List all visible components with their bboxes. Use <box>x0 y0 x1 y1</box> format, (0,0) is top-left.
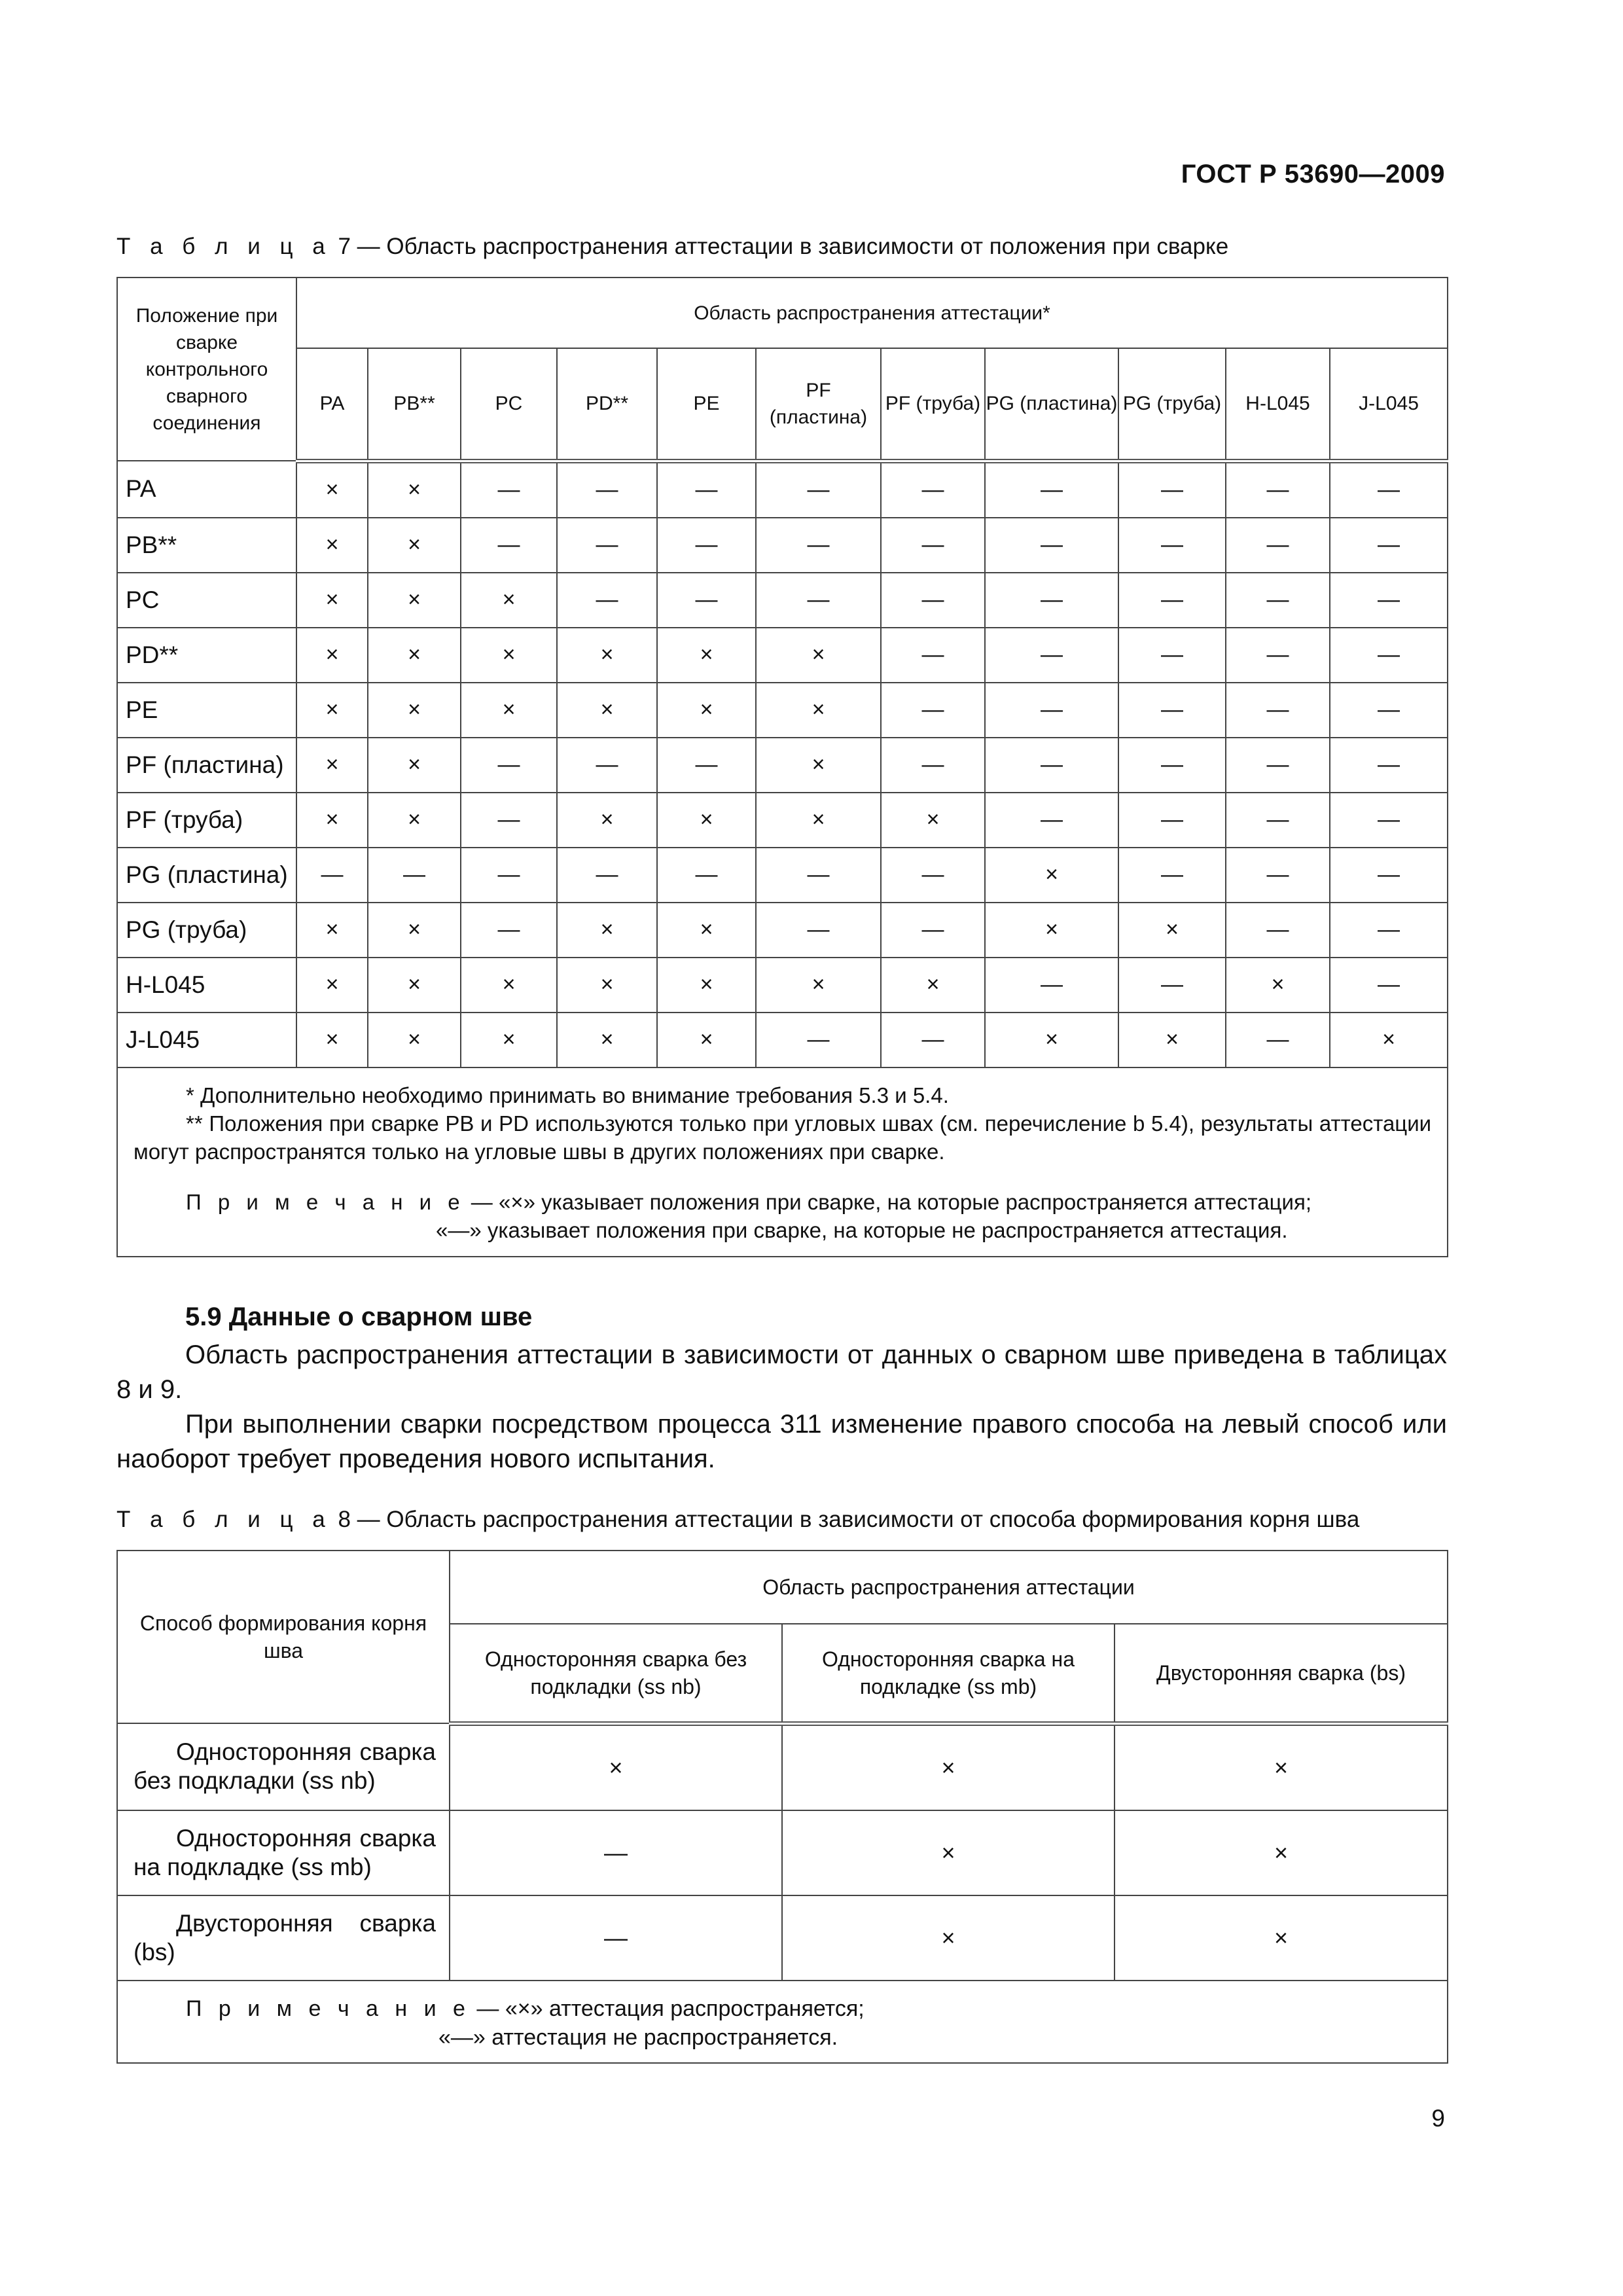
table7-cell: — <box>1330 848 1448 903</box>
table7-cell: — <box>756 1013 881 1067</box>
table7-cell: — <box>1226 1013 1330 1067</box>
table7-cell: × <box>368 793 461 848</box>
table7-cell: — <box>985 628 1118 683</box>
table8-note-label: П р и м е ч а н и е <box>186 1996 471 2021</box>
table7-row-label: PF (пластина) <box>117 738 296 793</box>
table8-note-line1: — «×» аттестация распространяется; <box>476 1996 865 2021</box>
table7-cell: × <box>557 628 657 683</box>
table7-cell: × <box>657 628 756 683</box>
table7-cell: × <box>296 738 368 793</box>
table7-cell: × <box>881 958 985 1013</box>
section-paragraph-1: Область распространения аттестации в зависимости от данных о сварном шве приведена в таблицах 8 и 9. <box>116 1340 1447 1404</box>
table7-row <box>117 903 1448 958</box>
table7-cell: × <box>756 738 881 793</box>
table7-cell: × <box>657 793 756 848</box>
table7-cell: — <box>1118 958 1226 1013</box>
table7-cell: — <box>1330 628 1448 683</box>
table8-note-line2: «—» аттестация не распространяется. <box>438 2024 838 2050</box>
table7-cell: — <box>1226 848 1330 903</box>
table7-cell: × <box>461 573 557 628</box>
table7-column-header: PF (труба) <box>881 348 985 461</box>
section-title: 5.9 Данные о сварном шве <box>185 1302 533 1331</box>
table8-row <box>117 1895 1448 1981</box>
table7-cell: — <box>1226 628 1330 683</box>
table8-cell: × <box>1115 1895 1448 1981</box>
table7-cell: × <box>557 683 657 738</box>
table7-row-header: Положение при сварке контрольного сварного соединения <box>117 278 296 461</box>
table7-cell: × <box>557 793 657 848</box>
table7-cell: — <box>1118 628 1226 683</box>
table7-cell: × <box>557 1013 657 1067</box>
table7-row-label: PG (пластина) <box>117 848 296 903</box>
table8-row-label <box>117 1810 450 1895</box>
table7-cell: — <box>1118 518 1226 573</box>
table7-cell: × <box>1118 1013 1226 1067</box>
table7-row <box>117 793 1448 848</box>
table7-cell: — <box>557 518 657 573</box>
table7-cell: — <box>756 903 881 958</box>
table7-note-line2: «—» указывает положения при сварке, на которые не распространяется аттестация. <box>436 1217 1288 1242</box>
table7-cell: — <box>1118 683 1226 738</box>
table8-caption <box>116 1507 1359 1533</box>
table8-column-header: Односторонняя сварка без подкладки (ss nb) <box>450 1624 782 1723</box>
table7-cell: — <box>368 848 461 903</box>
table7-cell: × <box>461 683 557 738</box>
table7-cell: × <box>461 628 557 683</box>
table7-cell: × <box>657 1013 756 1067</box>
table7-cell: × <box>557 903 657 958</box>
table7-cell: — <box>756 848 881 903</box>
table7-cell: × <box>1118 903 1226 958</box>
table7-cell: — <box>1330 518 1448 573</box>
table7-cell: × <box>296 518 368 573</box>
table7-cell: — <box>756 461 881 518</box>
table7-row-label: PF (труба) <box>117 793 296 848</box>
table7-cell: — <box>1330 738 1448 793</box>
table7-cell: — <box>881 518 985 573</box>
table7-cell: — <box>1226 903 1330 958</box>
table7-cell: × <box>296 903 368 958</box>
table7-row <box>117 461 1448 518</box>
table7-column-header: PF (пластина) <box>756 348 881 461</box>
table8-caption-text: 8 — Область распространения аттестации в зависимости от способа формирования корня шва <box>338 1507 1360 1532</box>
table7-cell: — <box>1330 461 1448 518</box>
table7-cell: — <box>881 461 985 518</box>
table8-row-header: Способ формирования корня шва <box>117 1551 450 1723</box>
table7-cell: — <box>1226 518 1330 573</box>
table7-cell: — <box>461 461 557 518</box>
table7-cell: — <box>1118 461 1226 518</box>
table7-cell: × <box>1330 1013 1448 1067</box>
table7-caption <box>116 234 1228 260</box>
table8-cell: × <box>782 1723 1115 1810</box>
section-paragraph-2: При выполнении сварки посредством процесса 311 изменение правого способа на левый способ или наоборот требует проведения нового испытания. <box>116 1410 1447 1473</box>
table7-caption-prefix: Т а б л и ц а <box>116 234 332 259</box>
table7-column-header: PG (пластина) <box>985 348 1118 461</box>
table7-cell: — <box>657 518 756 573</box>
table7-row-label: J-L045 <box>117 1013 296 1067</box>
table7-column-header: PB** <box>368 348 461 461</box>
table7-cell: — <box>557 738 657 793</box>
table7-cell: × <box>368 738 461 793</box>
table7-cell: — <box>1330 793 1448 848</box>
table7-row <box>117 738 1448 793</box>
table8-cell: — <box>450 1810 782 1895</box>
table7-column-header: PC <box>461 348 557 461</box>
table7-cell: — <box>1226 461 1330 518</box>
table7-cell: × <box>368 461 461 518</box>
table7-cell: — <box>985 573 1118 628</box>
table7-footnotes <box>117 1067 1448 1257</box>
table8-row-label-text: Односторонняя сварка на подкладке (ss mb) <box>134 1824 436 1880</box>
table8-row <box>117 1723 1448 1810</box>
table7-row <box>117 573 1448 628</box>
table7-cell: — <box>1118 573 1226 628</box>
table7-cell: — <box>296 848 368 903</box>
table7-cell: × <box>1226 958 1330 1013</box>
table8-cell: × <box>782 1895 1115 1981</box>
table7-cell: — <box>1118 793 1226 848</box>
table7 <box>116 277 1448 1257</box>
table7-cell: — <box>557 848 657 903</box>
table7-cell: — <box>461 738 557 793</box>
table7-cell: × <box>296 958 368 1013</box>
table7-cell: — <box>461 903 557 958</box>
table7-group-header: Область распространения аттестации* <box>296 278 1448 348</box>
table7-cell: — <box>1226 573 1330 628</box>
table7-cell: × <box>657 958 756 1013</box>
table7-cell: — <box>985 793 1118 848</box>
table7-cell: — <box>985 461 1118 518</box>
table7-cell: × <box>368 573 461 628</box>
table7-footnote-1: * Дополнительно необходимо принимать во внимание требования 5.3 и 5.4. <box>186 1083 949 1107</box>
table7-cell: × <box>368 903 461 958</box>
table7-row-label: H-L045 <box>117 958 296 1013</box>
table7-cell: — <box>1226 738 1330 793</box>
table7-cell: × <box>756 628 881 683</box>
table7-cell: — <box>1226 793 1330 848</box>
table7-cell: × <box>557 958 657 1013</box>
table7-cell: × <box>296 461 368 518</box>
table7-cell: — <box>1118 848 1226 903</box>
table7-cell: — <box>1118 738 1226 793</box>
document-code: ГОСТ Р 53690—2009 <box>1181 160 1445 188</box>
table7-row-label: PG (труба) <box>117 903 296 958</box>
table7-cell: — <box>881 683 985 738</box>
table8-column-header: Двусторонняя сварка (bs) <box>1115 1624 1448 1723</box>
table7-cell: — <box>1226 683 1330 738</box>
table8-column-header: Односторонняя сварка на подкладке (ss mb) <box>782 1624 1115 1723</box>
table7-cell: × <box>296 793 368 848</box>
table7-caption-text: 7 — Область распространения аттестации в зависимости от положения при сварке <box>338 234 1229 259</box>
table7-cell: × <box>985 903 1118 958</box>
table7-cell: × <box>296 1013 368 1067</box>
table7-cell: — <box>461 848 557 903</box>
table8-row-label <box>117 1723 450 1810</box>
table7-cell: — <box>657 573 756 628</box>
table7-cell: × <box>756 793 881 848</box>
table7-row <box>117 1013 1448 1067</box>
table7-column-header: PE <box>657 348 756 461</box>
table7-cell: — <box>1330 958 1448 1013</box>
table7-cell: × <box>368 683 461 738</box>
table7-row-label: PD** <box>117 628 296 683</box>
table7-column-header: H-L045 <box>1226 348 1330 461</box>
table7-cell: × <box>368 958 461 1013</box>
table7-cell: × <box>657 683 756 738</box>
table7-cell: — <box>1330 903 1448 958</box>
table7-note-line1: — «×» указывает положения при сварке, на которые распространяется аттестация; <box>471 1189 1311 1214</box>
table8-row-label-text: Односторонняя сварка без подкладки (ss nb) <box>134 1738 436 1795</box>
table7-cell: × <box>296 573 368 628</box>
table7-note-label: П р и м е ч а н и е <box>186 1189 465 1214</box>
table8-cell: × <box>450 1723 782 1810</box>
table7-cell: — <box>985 738 1118 793</box>
table7-cell: — <box>557 573 657 628</box>
table7-cell: — <box>1330 573 1448 628</box>
table7-cell: × <box>296 628 368 683</box>
table7-cell: × <box>985 848 1118 903</box>
table7-footnote-2: ** Положения при сварке PB и PD используются только при угловых швах (см. перечисление b 5.4), результаты аттестации могут распространятся только на угловые швы в других положениях при сварке. <box>134 1111 1432 1164</box>
table7-cell: — <box>657 461 756 518</box>
table7-cell: × <box>461 1013 557 1067</box>
table8-cell: × <box>1115 1723 1448 1810</box>
table7-cell: × <box>756 958 881 1013</box>
table7-note <box>134 1188 1431 1216</box>
table7-column-header: PD** <box>557 348 657 461</box>
table8-notes <box>117 1981 1448 2063</box>
table7-cell: × <box>368 628 461 683</box>
table7-cell: — <box>756 573 881 628</box>
table7-row <box>117 628 1448 683</box>
table8-group-header: Область распространения аттестации <box>450 1551 1448 1624</box>
table7-row-label: PE <box>117 683 296 738</box>
table7-cell: — <box>881 848 985 903</box>
table7-cell: × <box>657 903 756 958</box>
table7-row <box>117 683 1448 738</box>
table7-cell: × <box>985 1013 1118 1067</box>
table8-row-label-text: Двусторонняя сварка (bs) <box>134 1909 436 1965</box>
table7-column-header: PA <box>296 348 368 461</box>
table8-cell: — <box>450 1895 782 1981</box>
table7-cell: × <box>368 518 461 573</box>
table7-cell: × <box>461 958 557 1013</box>
table7-cell: — <box>881 738 985 793</box>
table8-cell: × <box>782 1810 1115 1895</box>
table7-cell: × <box>296 683 368 738</box>
table7-row <box>117 958 1448 1013</box>
table8-row <box>117 1810 1448 1895</box>
table7-cell: — <box>881 628 985 683</box>
table7-row <box>117 518 1448 573</box>
table7-cell: — <box>461 793 557 848</box>
table7-cell: × <box>756 683 881 738</box>
table7-column-header: J-L045 <box>1330 348 1448 461</box>
table7-cell: — <box>1330 683 1448 738</box>
table7-cell: — <box>756 518 881 573</box>
table7-cell: — <box>461 518 557 573</box>
table7-cell: — <box>881 1013 985 1067</box>
table7-cell: × <box>881 793 985 848</box>
table7-cell: — <box>657 738 756 793</box>
table8 <box>116 1550 1448 2064</box>
table7-cell: — <box>881 573 985 628</box>
table7-cell: × <box>368 1013 461 1067</box>
table7-column-header: PG (труба) <box>1118 348 1226 461</box>
table7-cell: — <box>557 461 657 518</box>
table7-row <box>117 848 1448 903</box>
table7-cell: — <box>985 683 1118 738</box>
table7-row-label: PA <box>117 461 296 518</box>
table7-cell: — <box>657 848 756 903</box>
page-number: 9 <box>1431 2105 1445 2132</box>
table8-cell: × <box>1115 1810 1448 1895</box>
table7-cell: — <box>985 958 1118 1013</box>
table8-row-label <box>117 1895 450 1981</box>
table7-row-label: PB** <box>117 518 296 573</box>
table7-cell: — <box>881 903 985 958</box>
table7-row-label: PC <box>117 573 296 628</box>
table7-cell: — <box>985 518 1118 573</box>
table8-caption-prefix: Т а б л и ц а <box>116 1507 332 1532</box>
